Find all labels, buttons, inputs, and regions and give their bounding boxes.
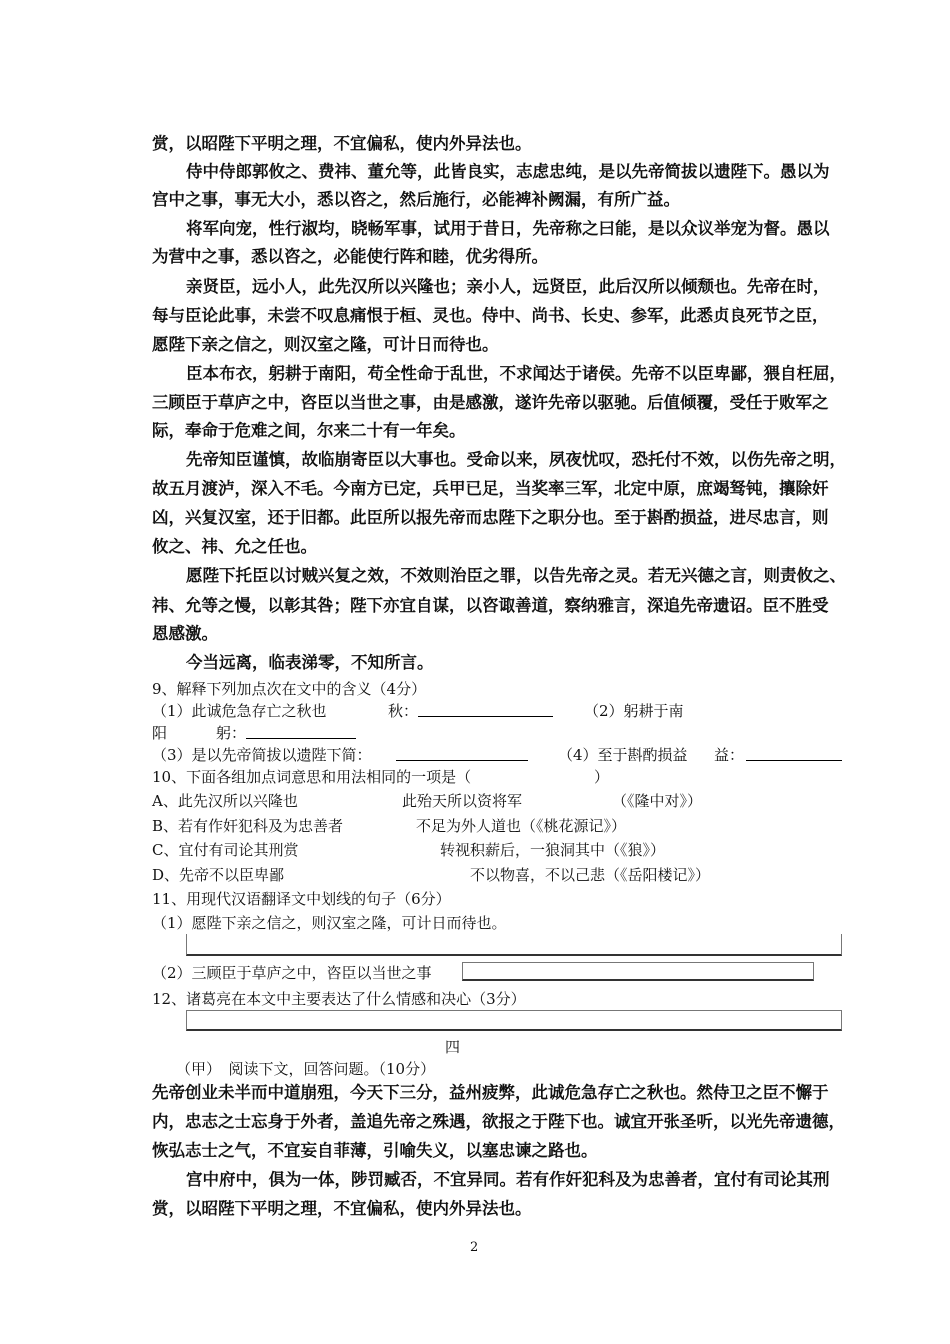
question-9-item-4: （4）至于斟酌损益 — [558, 746, 688, 764]
passage-line: 将军向宠，性行淑均，晓畅军事，试用于昔日，先帝称之曰能，是以众议举宠为督。愚以 — [186, 219, 830, 238]
passage-line: 为营中之事，悉以咨之，必能使行阵和睦，优劣得所。 — [152, 247, 548, 266]
option-a-left: A、此先汉所以兴隆也 — [152, 792, 298, 810]
answer-blank-4[interactable] — [746, 760, 842, 761]
passage-line: 恩感激。 — [152, 624, 218, 643]
answer-blank-1[interactable] — [418, 716, 553, 717]
passage-line: 每与臣论此事，未尝不叹息痛恨于桓、灵也。侍中、尚书、长史、参军，此悉贞良死节之臣， — [152, 306, 829, 325]
question-9-item-1: （1）此诚危急存亡之秋也 — [152, 702, 327, 720]
passage-line: 今当远离，临表涕零，不知所言。 — [186, 653, 434, 672]
question-9-item-2: （2）躬耕于南 — [584, 702, 684, 720]
passage-line: 祎、允等之慢，以彰其咎；陛下亦宜自谋，以咨诹善道，察纳雅言，深追先帝遗诏。臣不胜受 — [152, 596, 829, 615]
passage-line: 赏，以昭陛下平明之理，不宜偏私，使内外异法也。 — [152, 134, 532, 153]
question-11-item-1: （1）愿陛下亲之信之，则汉室之隆，可计日而待也。 — [152, 914, 507, 932]
question-9-item-1-word: 秋： — [388, 702, 419, 720]
option-a-source: （《隆中对》） — [612, 792, 703, 810]
option-d-left: D、先帝不以臣卑鄙 — [152, 866, 285, 884]
question-9-title: 9、解释下列加点次在文中的含义（4分） — [152, 680, 427, 698]
passage-line: 先帝创业未半而中道崩殂，今天下三分，益州疲弊，此诚危急存亡之秋也。然侍卫之臣不懈于 — [152, 1083, 829, 1102]
passage-line: 宫中之事，事无大小，悉以咨之，然后施行，必能裨补阙漏，有所广益。 — [152, 190, 680, 209]
passage-line: 赏，以昭陛下平明之理，不宜偏私，使内外异法也。 — [152, 1199, 532, 1218]
section-number: 四 — [445, 1038, 461, 1056]
page-number: 2 — [470, 1240, 479, 1255]
question-10-bracket: ） — [594, 768, 610, 786]
passage-line: 先帝知臣谨慎，故临崩寄臣以大事也。受命以来，夙夜忧叹，恐托付不效，以伤先帝之明， — [186, 450, 846, 469]
question-9-item-2-word: 躬： — [216, 724, 247, 742]
passage-line: 故五月渡泸，深入不毛。今南方已定，兵甲已足，当奖率三军，北定中原，庶竭驽钝，攘除奸 — [152, 479, 829, 498]
passage-line: 三顾臣于草庐之中，咨臣以当世之事，由是感激，遂许先帝以驱驰。后值倾覆，受任于败军之 — [152, 393, 829, 412]
passage-line: 内，忠志之士忘身于外者，盖追先帝之殊遇，欲报之于陛下也。诚宜开张圣听，以光先帝遗德， — [152, 1112, 845, 1131]
question-11-item-2: （2）三顾臣于草庐之中，咨臣以当世之事 — [152, 964, 432, 982]
answer-box-12[interactable] — [186, 1010, 842, 1031]
passage-line: 亲贤臣，远小人，此先汉所以兴隆也；亲小人，远贤臣，此后汉所以倾颓也。先帝在时， — [186, 277, 830, 296]
passage-line: 臣本布衣，躬耕于南阳，苟全性命于乱世，不求闻达于诸侯。先帝不以臣卑鄙，猥自枉屈， — [186, 364, 846, 383]
passage-line: 凶，兴复汉室，还于旧都。此臣所以报先帝而忠陛下之职分也。至于斟酌损益，进尽忠言，则 — [152, 508, 829, 527]
passage-line: 际，奉命于危难之间，尔来二十有一年矣。 — [152, 421, 466, 440]
option-a-right: 此殆天所以资将军 — [402, 792, 523, 810]
question-9-item-4-word: 益： — [714, 746, 745, 764]
passage-line: 愿陛下托臣以讨贼兴复之效，不效则治臣之罪，以告先帝之灵。若无兴德之言，则责攸之、 — [186, 566, 846, 585]
passage-line: 宫中府中，俱为一体，陟罚臧否，不宜异同。若有作奸犯科及为忠善者，宜付有司论其刑 — [186, 1170, 830, 1189]
option-c-right: 转视积薪后，一狼洞其中（《狼》） — [440, 841, 666, 859]
passage-line: 愿陛下亲之信之，则汉室之隆，可计日而待也。 — [152, 335, 499, 354]
question-9-item-2-cont: 阳 — [152, 724, 168, 742]
question-9-item-3: （3）是以先帝简拔以遗陛下简： — [152, 746, 372, 764]
answer-box-11-2[interactable] — [462, 962, 814, 981]
option-d-right: 不以物喜，不以己悲（《岳阳楼记》） — [470, 866, 711, 884]
answer-blank-3[interactable] — [396, 760, 528, 761]
question-12-title: 12、诸葛亮在本文中主要表达了什么情感和决心（3分） — [152, 990, 526, 1008]
passage-line: 恢弘志士之气，不宜妄自菲薄，引喻失义，以塞忠谏之路也。 — [152, 1141, 598, 1160]
passage-line: 侍中侍郎郭攸之、费祎、董允等，此皆良实，志虑忠纯，是以先帝简拔以遗陛下。愚以为 — [186, 162, 830, 181]
section-subtitle: （甲） 阅读下文，回答问题。（10分） — [176, 1060, 436, 1078]
question-10-title: 10、下面各组加点词意思和用法相同的一项是（ — [152, 768, 472, 786]
answer-blank-2[interactable] — [246, 738, 356, 739]
option-b-left: B、若有作奸犯科及为忠善者 — [152, 817, 344, 835]
option-c-left: C、宜付有司论其刑赏 — [152, 841, 299, 859]
passage-line: 攸之、祎、允之任也。 — [152, 537, 317, 556]
option-b-right: 不足为外人道也（《桃花源记》） — [416, 817, 627, 835]
question-11-title: 11、用现代汉语翻译文中划线的句子（6分） — [152, 890, 451, 908]
answer-box-11-1[interactable] — [186, 934, 842, 956]
